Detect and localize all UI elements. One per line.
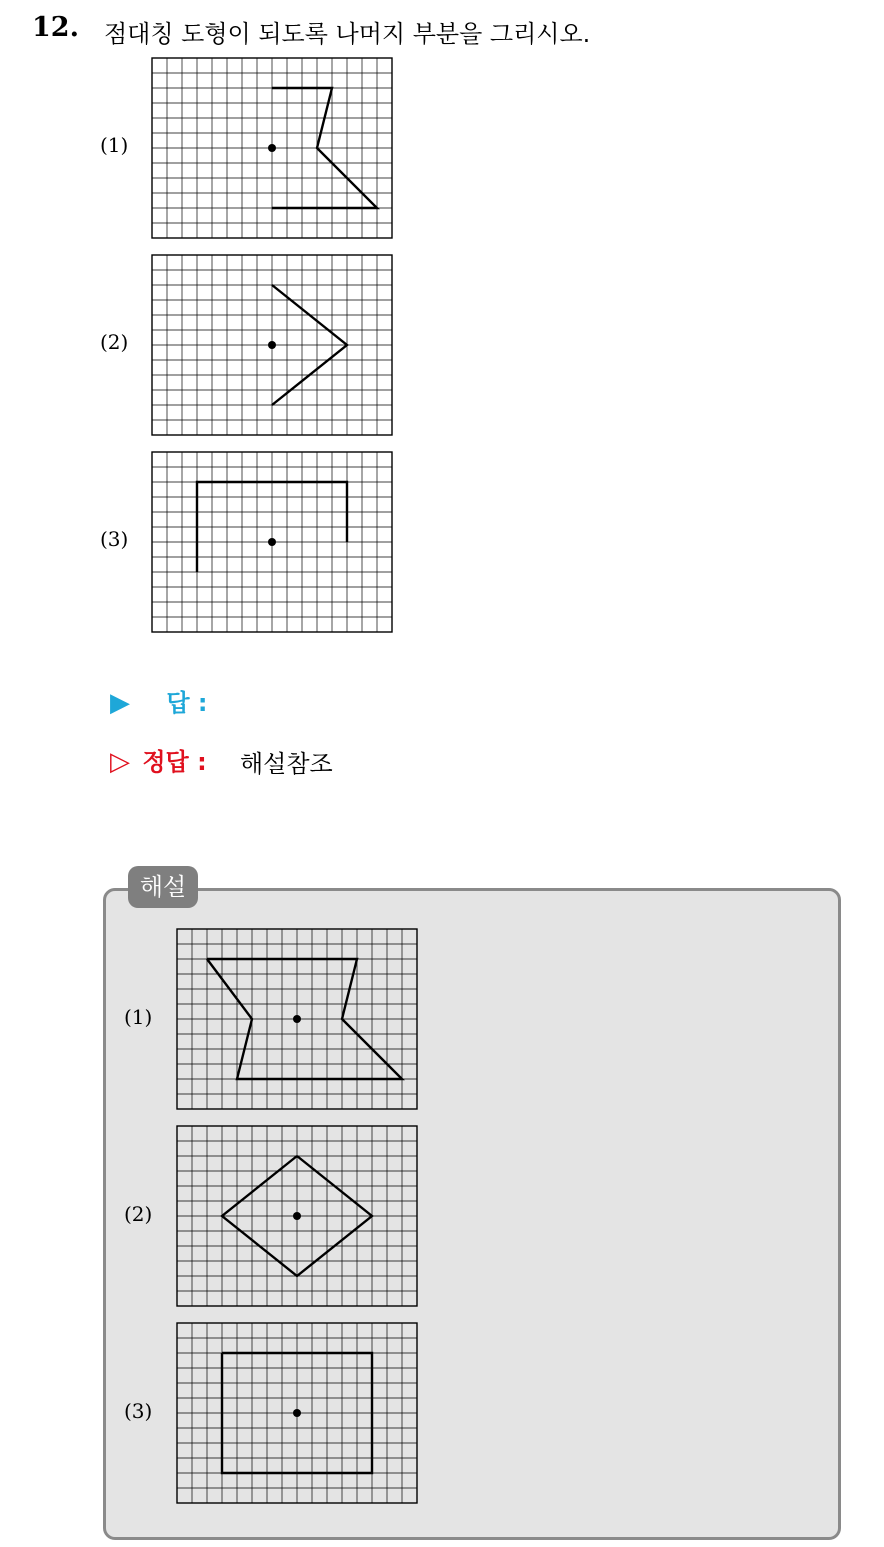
problem-1-grid (152, 58, 392, 238)
correct-row (110, 742, 207, 777)
problem-3-label: (3) (100, 527, 129, 551)
center-point (268, 538, 276, 546)
center-point (268, 341, 276, 349)
correct-label: 정답 : (142, 748, 207, 776)
solution-3-grid (177, 1323, 417, 1503)
play-triangle-icon: ▶ (110, 688, 130, 718)
solution-3-label: (3) (124, 1399, 153, 1423)
question-text: 점대칭 도형이 되도록 나머지 부분을 그리시오. (104, 20, 591, 48)
question-number: 12. (32, 12, 79, 43)
problem-3-grid (152, 452, 392, 632)
center-point (293, 1015, 301, 1023)
correct-value: 해설참조 (240, 750, 333, 778)
explanation-tab: 해설 (128, 866, 198, 908)
answer-label: 답 : (166, 689, 208, 717)
problem-2-label: (2) (100, 330, 129, 354)
solution-2-label: (2) (124, 1202, 153, 1226)
center-point (268, 144, 276, 152)
solution-1-label: (1) (124, 1005, 153, 1029)
answer-row (110, 683, 208, 718)
problem-1-label: (1) (100, 133, 129, 157)
solution-1-grid (177, 929, 417, 1109)
center-point (293, 1409, 301, 1417)
solution-2-grid (177, 1126, 417, 1306)
center-point (293, 1212, 301, 1220)
outline-triangle-icon: ▷ (110, 747, 130, 777)
problem-2-grid (152, 255, 392, 435)
